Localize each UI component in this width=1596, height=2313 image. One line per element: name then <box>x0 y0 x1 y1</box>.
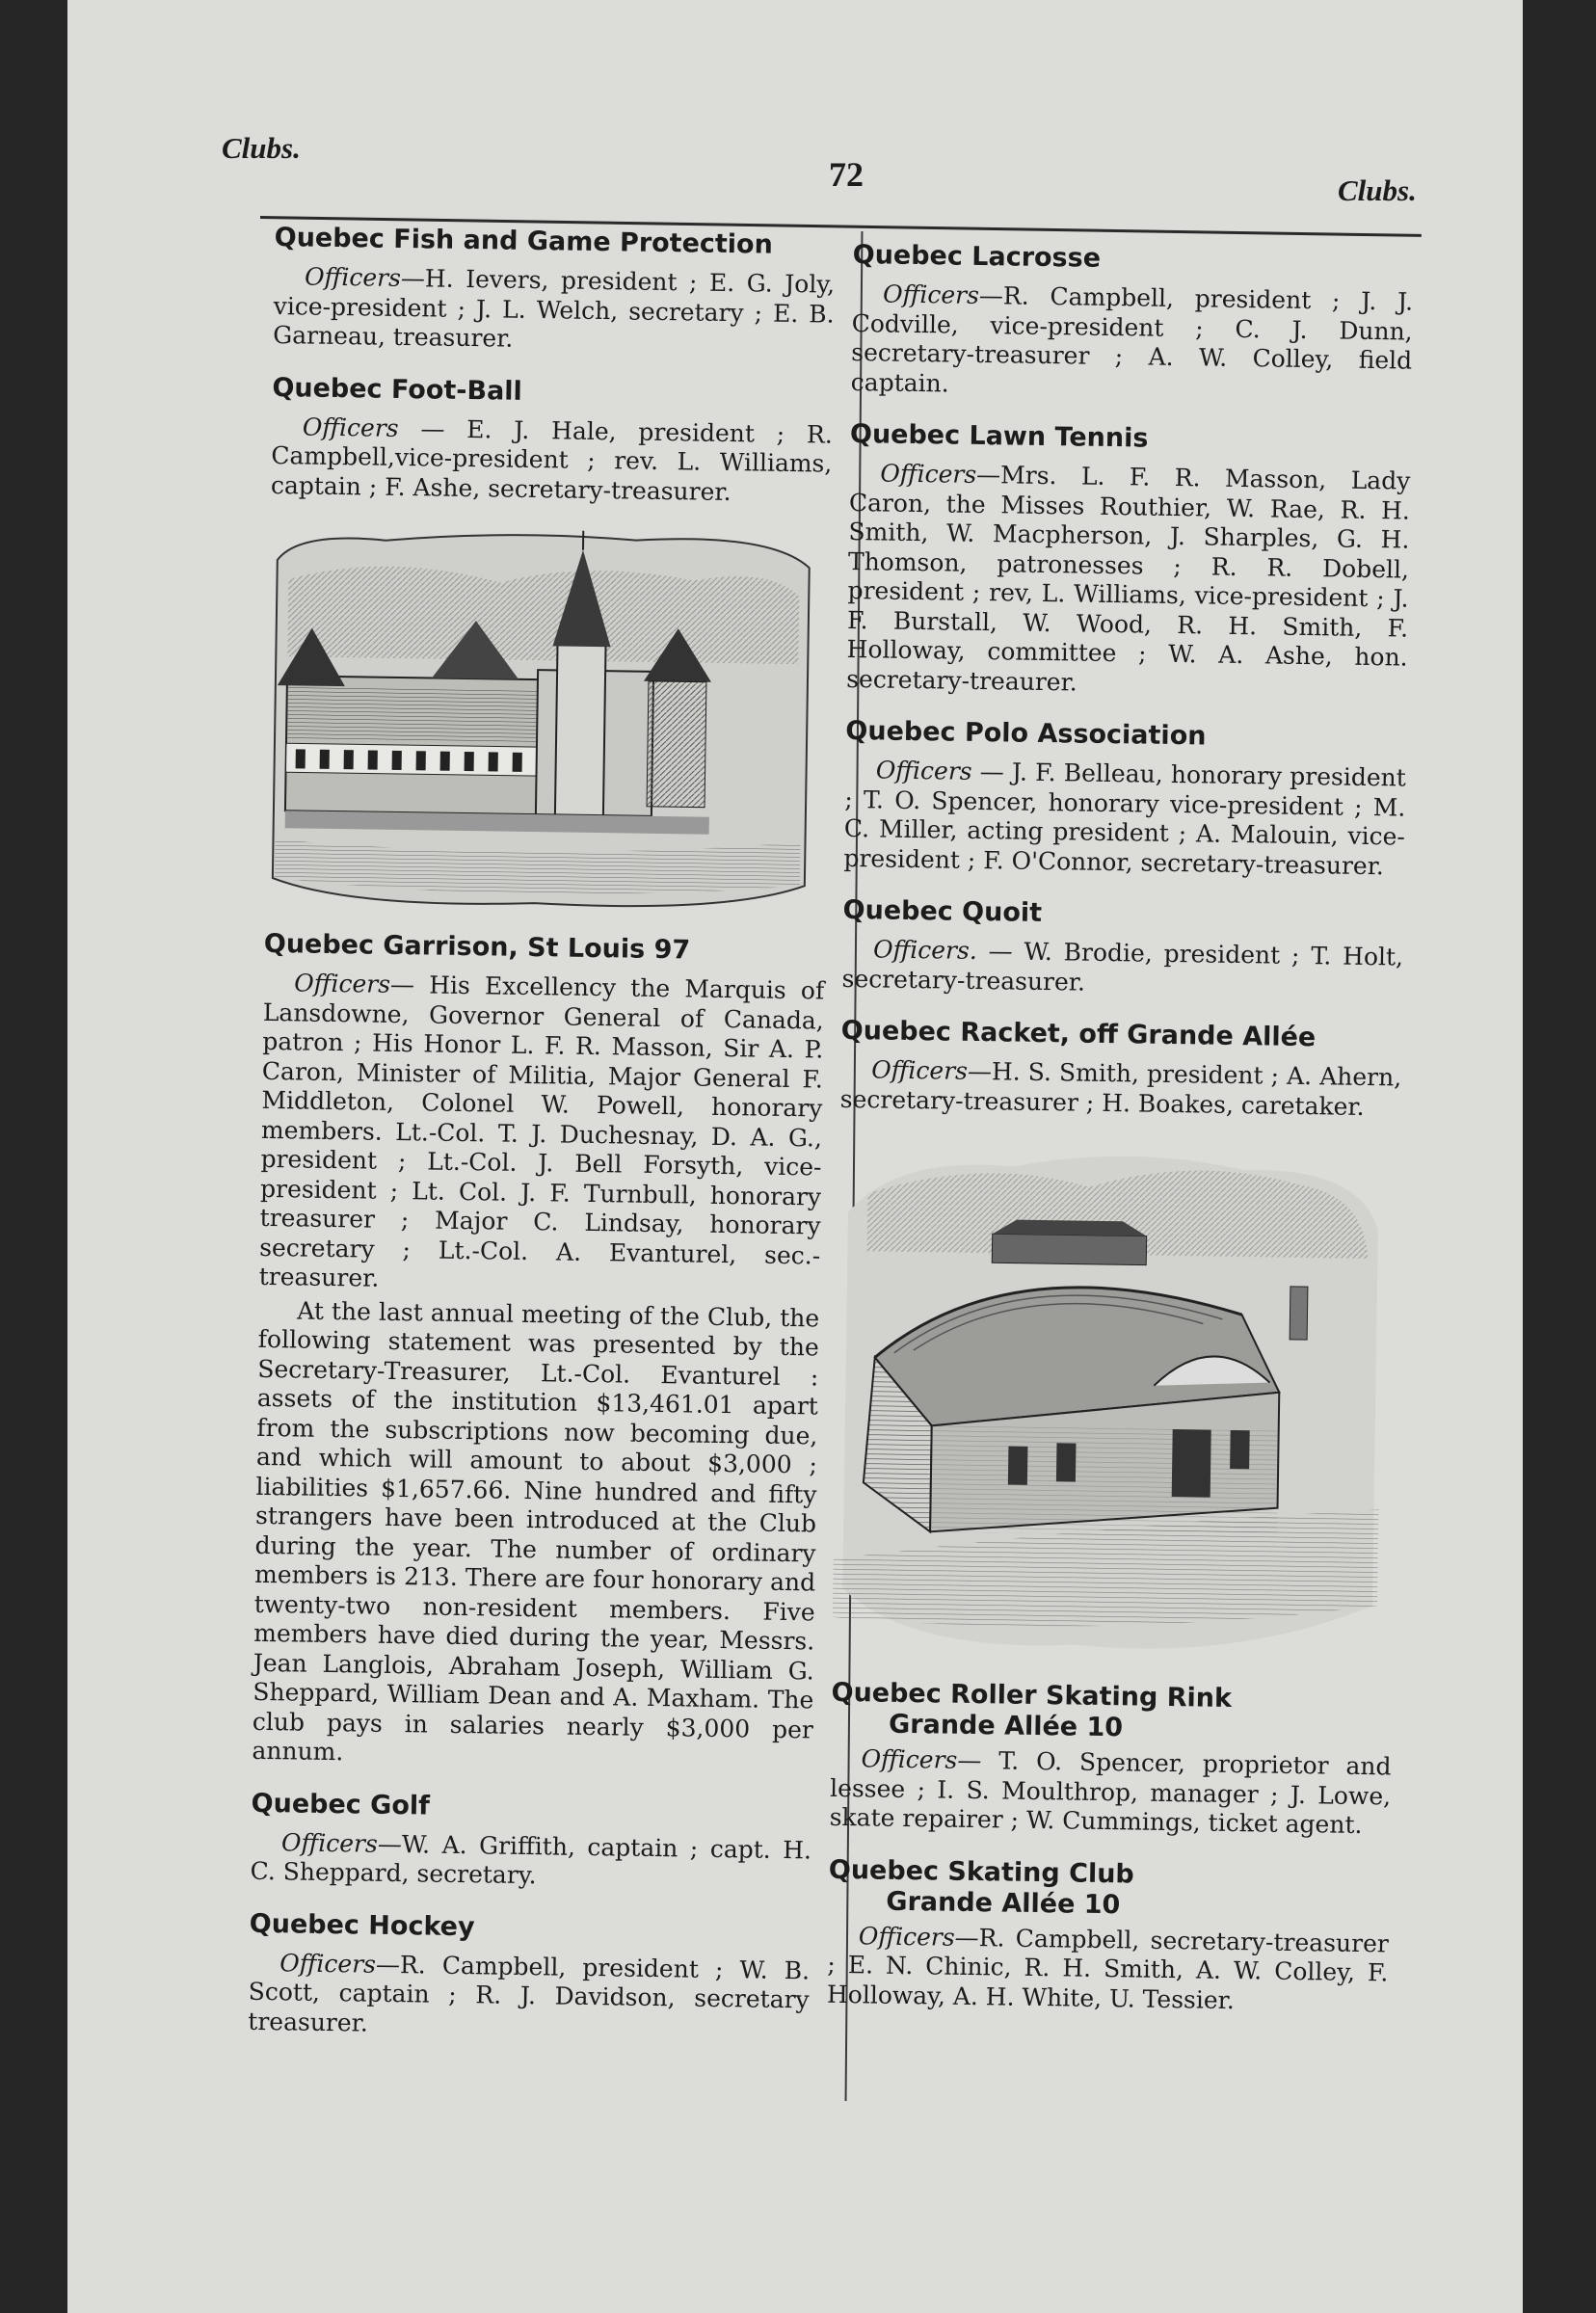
club-entry-racket <box>840 1015 1402 1123</box>
officers-label: Officers. — <box>872 935 1013 966</box>
officers-text: E. J. Hale, president ; R. Campbell,vice-president ; rev. L. Williams, captain ; F. Ashe, secretary-treasurer. <box>270 414 834 506</box>
officers-text: W. A. Griffith, captain ; capt. H. C. Sheppard, secretary. <box>250 1829 812 1890</box>
officers-label: Officers— <box>279 1948 401 1979</box>
club-officers <box>840 1055 1402 1123</box>
club-entry-garrison <box>252 928 825 1774</box>
club-officers <box>259 969 825 1300</box>
officers-text: R. Campbell, president ; W. B. Scott, captain ; R. J. Davidson, secretary treasurer. <box>248 1950 811 2037</box>
running-header-right: Clubs. <box>1338 173 1417 207</box>
club-title: Quebec Lawn Tennis <box>849 418 1149 454</box>
club-entry-lacrosse <box>851 239 1414 406</box>
club-officers <box>846 459 1411 703</box>
club-address: Grande Allée 10 <box>886 1886 1121 1920</box>
officers-text: His Excellency the Marquis of Lansdowne, Governor General of Canada, patron ; His Honor L. F. R. Masson, Sir A. P. Caron, Minister of Militia, Major General F. Middleton, Colonel W. Powell, honorary members. Lt.-Col. T. J. Duchesnay, D. A. G., president ; Lt.-Col. J. Bell Forsyth, vice-president ; Lt. Col. J. F. Turnbull, honorary treasurer ; Major C. Lindsay, honorary secretary ; Lt.-Col. A. Evanturel, sec.-treasurer. <box>258 970 825 1292</box>
running-header-left: Clubs. <box>222 131 301 165</box>
officers-label: Officers — <box>875 756 1004 786</box>
left-column <box>248 222 836 2065</box>
club-title: Quebec Fish and Game Protection <box>274 222 774 260</box>
club-title: Quebec Roller Skating Rink <box>831 1677 1233 1714</box>
officers-text: R. Campbell, secretary-treasurer ; E. N. Chinic, R. H. Smith, A. W. Colley, F. Holloway, A. H. White, U. Tessier. <box>826 1923 1390 2014</box>
club-entry-foot-ball <box>271 371 834 508</box>
page-number: 72 <box>829 155 864 194</box>
skating-rink-engraving <box>832 1135 1400 1664</box>
club-entry-hockey <box>248 1907 811 2044</box>
club-address: Grande Allée 10 <box>888 1709 1124 1743</box>
club-officers <box>843 756 1406 882</box>
officers-text: H. Ievers, president ; E. G. Joly, vice-president ; J. L. Welch, secretary ; E. B. Garneau, treasurer. <box>273 264 836 353</box>
officers-text: J. F. Belleau, honorary president ; T. O. Spencer, honorary vice-president ; M. C. Miller, acting president ; A. Malouin, vice-president ; F. O'Connor, secretary-treasurer. <box>843 758 1406 880</box>
club-officers <box>827 1921 1389 2017</box>
officers-label: Officers— <box>858 1921 979 1952</box>
officers-label: Officers— <box>880 459 1001 490</box>
officers-text: T. O. Spencer, proprietor and lessee ; I. S. Moulthrop, manager ; J. Lowe, skate repairer ; W. Cummings, ticket agent. <box>829 1746 1392 1840</box>
club-entry-lawn-tennis <box>846 418 1411 703</box>
officers-label: Officers— <box>871 1055 993 1086</box>
club-title: Quebec Foot-Ball <box>272 372 523 407</box>
officers-label: Officers— <box>294 969 415 999</box>
club-entry-golf <box>250 1787 811 1895</box>
club-officers <box>841 935 1403 1002</box>
club-title: Quebec Lacrosse <box>852 239 1102 274</box>
club-title: Quebec Quoit <box>842 894 1043 928</box>
club-title: Quebec Garrison, St Louis 97 <box>263 928 691 966</box>
club-entry-polo <box>843 715 1406 882</box>
club-officers <box>271 412 833 508</box>
right-column <box>826 239 1414 2038</box>
officers-text: W. Brodie, president ; T. Holt, secretary-treasurer. <box>841 937 1404 997</box>
officers-text: R. Campbell, president ; J. J. Codville, vice-president ; C. J. Dunn, secretary-treasurer ; A. W. Colley, field captain. <box>850 281 1414 397</box>
club-officers <box>829 1744 1391 1841</box>
club-officers <box>273 262 835 359</box>
book-page <box>67 0 1523 2313</box>
officers-label: Officers— <box>304 262 426 293</box>
club-entry-fish-game <box>273 222 836 359</box>
officers-label: Officers— <box>882 279 1004 310</box>
club-title: Quebec Skating Club <box>828 1854 1134 1890</box>
officers-label: Officers— <box>280 1827 403 1858</box>
garrison-club-engraving <box>264 521 831 916</box>
officers-text: H. S. Smith, president ; A. Ahern, secretary-treasurer ; H. Boakes, caretaker. <box>839 1057 1402 1121</box>
club-entry-skating-club <box>827 1853 1390 2017</box>
officers-label: Officers — <box>302 412 445 443</box>
club-officers <box>250 1827 811 1895</box>
club-officers <box>248 1948 810 2044</box>
club-statement: At the last annual meeting of the Club, the following statement was presented by the Secretary-Treasurer, Lt.-Col. Evanturel : assets of the institution $13,461.01 apart from the subscriptions now becoming due, and which will amount to about $3,000 ; liabilities $1,657.66. Nine hundred and fifty strangers have been introduced at the Club during the year. The number of ordinary members is 213. There are four honorary and twenty-two non-resident members. Five members have died during the year, Messrs. Jean Langlois, Abraham Joseph, William G. Sheppard, William Dean and A. Maxham. The club pays in salaries nearly $3,000 per annum. <box>252 1295 820 1767</box>
club-title: Quebec Golf <box>251 1788 431 1821</box>
officers-label: Officers— <box>861 1744 982 1775</box>
club-title: Quebec Polo Association <box>845 715 1207 752</box>
club-officers <box>851 279 1414 406</box>
club-title: Quebec Hockey <box>249 1908 475 1942</box>
club-title: Quebec Racket, off Grande Allée <box>840 1015 1317 1053</box>
officers-text: Mrs. L. F. R. Masson, Lady Caron, the Misses Routhier, W. Rae, R. H. Smith, W. Macpherson, J. Sharples, G. H. Thomson, patronesses ; R. R. Dobell, president ; rev, L. Williams, vice-president ; J. F. Burstall, W. Wood, R. H. Smith, F. Holloway, committee ; W. A. Ashe, hon. secretary-treaurer. <box>846 461 1411 697</box>
club-entry-quoit <box>841 894 1403 1002</box>
club-entry-roller-skating <box>829 1677 1392 1841</box>
